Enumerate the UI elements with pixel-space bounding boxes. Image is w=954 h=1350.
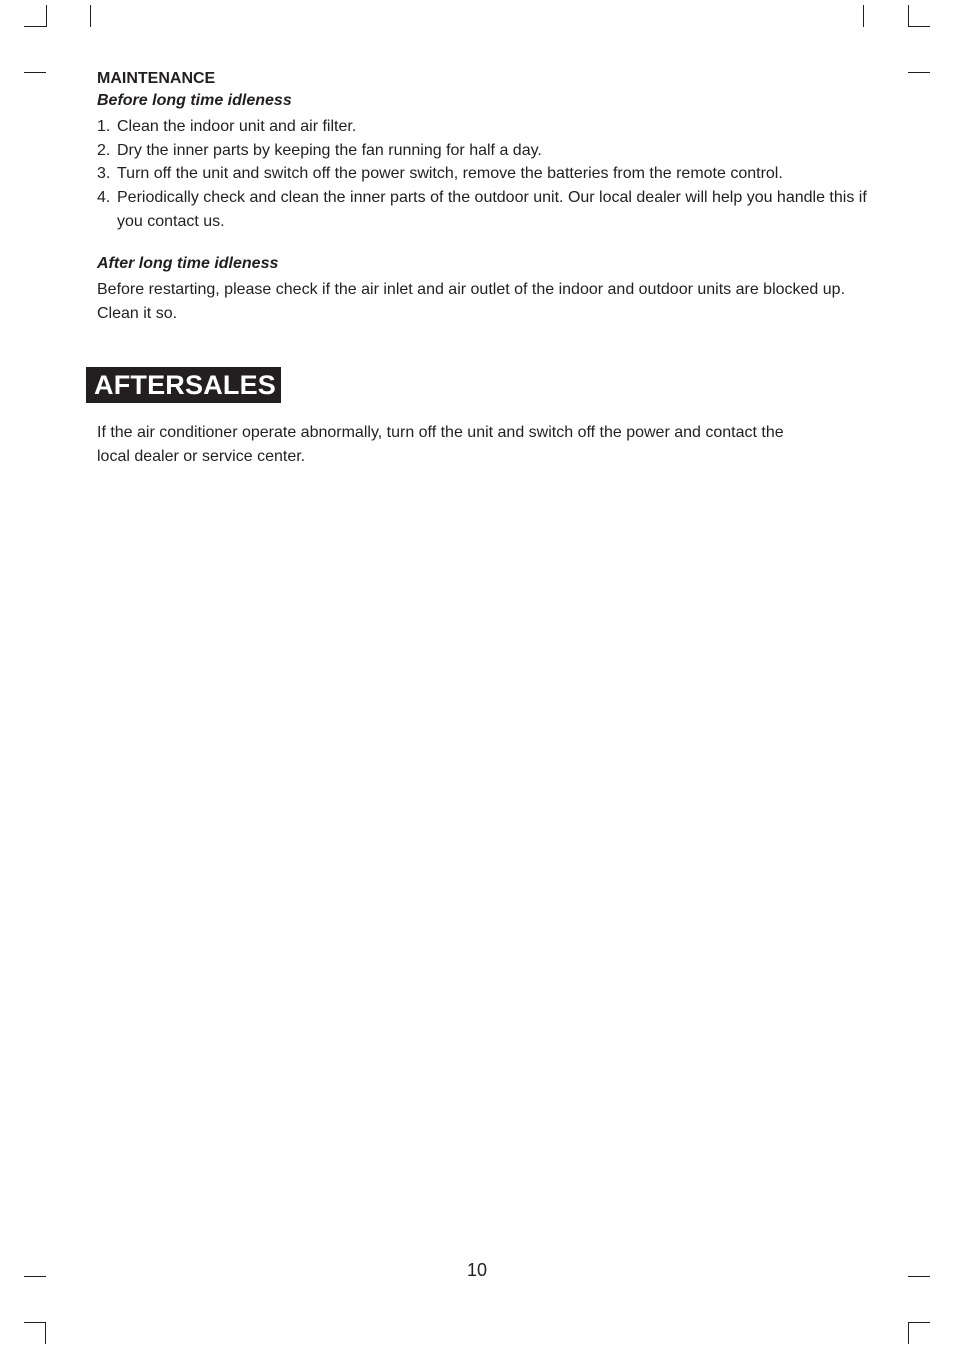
list-number: 4. — [97, 189, 111, 207]
crop-mark — [908, 72, 930, 73]
crop-mark — [908, 1322, 930, 1323]
list-text: Clean the indoor unit and air filter. — [117, 118, 357, 135]
list-item — [97, 139, 867, 163]
crop-mark — [908, 1322, 909, 1344]
after-idleness-title: After long time idleness — [97, 254, 279, 272]
crop-mark — [908, 5, 909, 27]
before-idleness-title: Before long time idleness — [97, 92, 292, 109]
crop-mark — [24, 26, 46, 27]
list-text: Dry the inner parts by keeping the fan running for half a day. — [117, 141, 542, 159]
aftersales-text: If the air conditioner operate abnormally, turn off the unit and switch off the power and contact the local dealer or service center. — [97, 424, 784, 465]
after-idleness-text: Before restarting, please check if the air inlet and air outlet of the indoor and outdoor units are blocked up. Clean it so. — [97, 280, 846, 322]
crop-mark — [863, 5, 864, 27]
aftersales-heading: AFTERSALES — [86, 367, 281, 403]
list-number: 3. — [97, 165, 111, 183]
crop-mark — [90, 5, 91, 27]
crop-mark — [46, 5, 47, 27]
maintenance-section — [97, 68, 867, 326]
list-item — [97, 162, 867, 186]
list-item — [97, 115, 867, 139]
before-idleness-list — [97, 115, 867, 234]
list-number: 2. — [97, 141, 111, 159]
list-number: 1. — [97, 118, 111, 135]
maintenance-heading: MAINTENANCE — [97, 70, 216, 87]
crop-mark — [24, 72, 46, 73]
crop-mark — [45, 1322, 46, 1344]
list-item — [97, 186, 867, 233]
crop-mark — [908, 26, 930, 27]
list-text: Turn off the unit and switch off the power switch, remove the batteries from the remote control. — [117, 165, 783, 183]
page-number: 10 — [466, 1260, 488, 1280]
crop-mark — [24, 1322, 46, 1323]
list-text: Periodically check and clean the inner parts of the outdoor unit. Our local dealer will help you handle this if you contact us. — [117, 189, 867, 230]
